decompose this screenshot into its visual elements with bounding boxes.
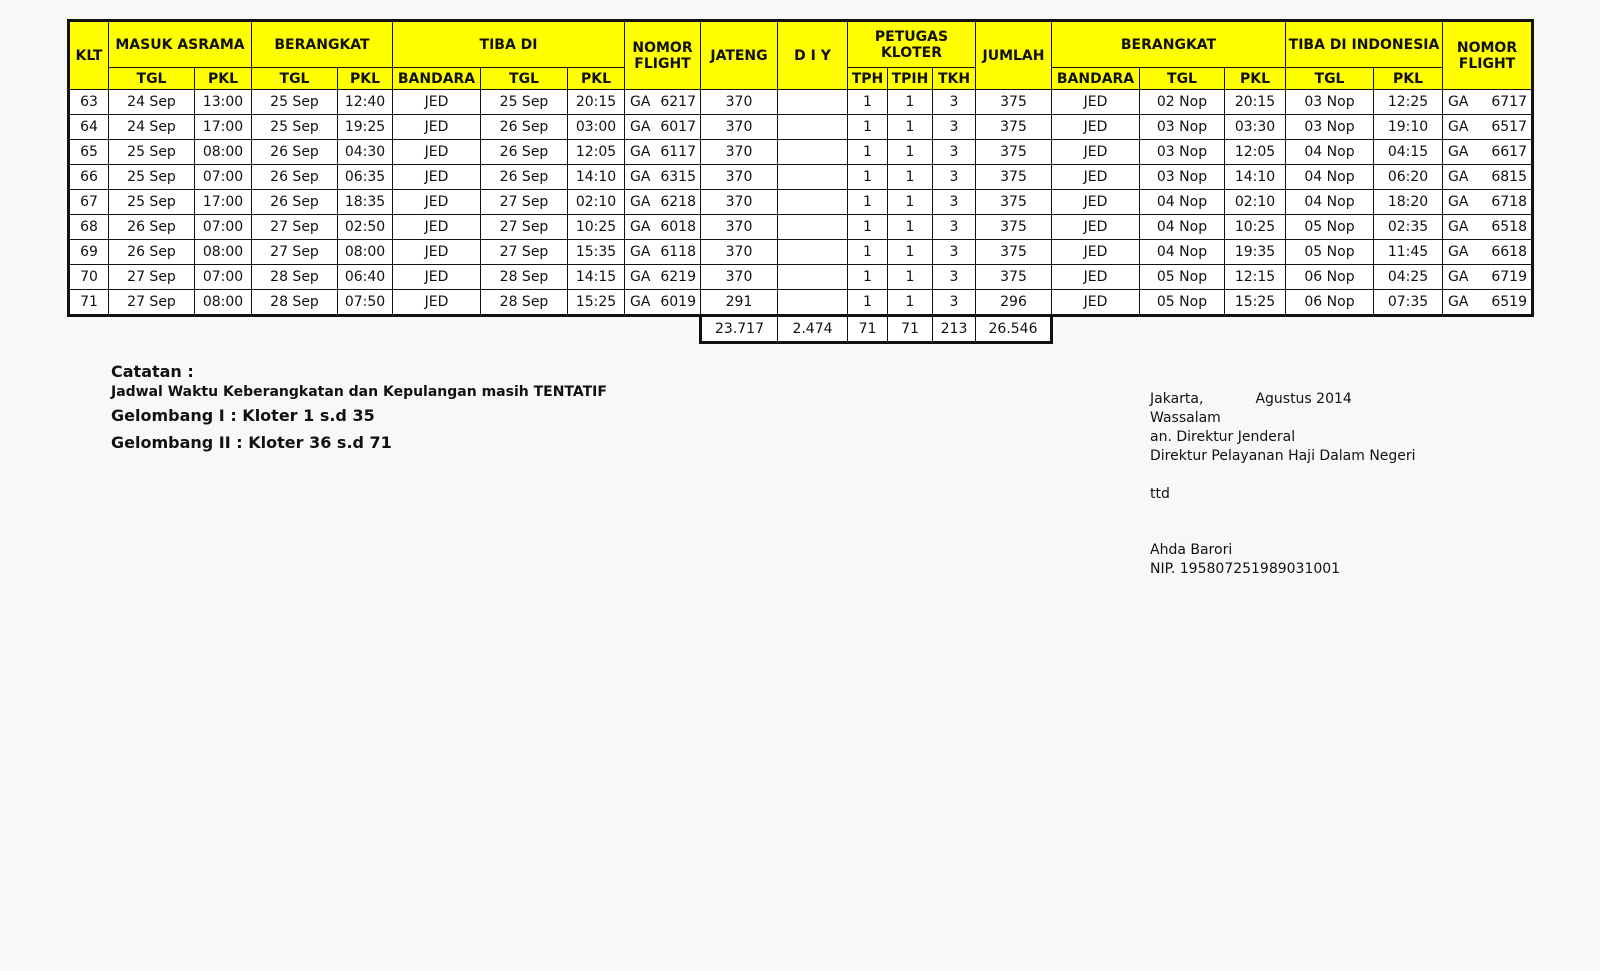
cell-tkh: 3 (933, 240, 976, 265)
subheader-pulang-tgl: TGL (1140, 68, 1225, 90)
cell-jumlah: 375 (976, 90, 1052, 115)
table-body (69, 90, 1533, 316)
flight-number: 6118 (660, 244, 696, 260)
cell-indonesia-tgl: 06 Nop (1286, 265, 1374, 290)
table-row (69, 115, 1533, 140)
cell-tiba-bandara: JED (393, 265, 481, 290)
cell-tph: 1 (848, 215, 888, 240)
flight-number: 6617 (1491, 144, 1527, 160)
cell-tiba-pkl: 03:00 (568, 115, 625, 140)
cell-jumlah: 375 (976, 165, 1052, 190)
header-nomor-flight-pulang: NOMOR FLIGHT (1443, 21, 1533, 90)
cell-tiba-bandara: JED (393, 190, 481, 215)
cell-nomor-flight-pulang (1443, 90, 1533, 115)
cell-klt: 65 (69, 140, 109, 165)
cell-tiba-tgl: 27 Sep (481, 190, 568, 215)
cell-pulang-tgl: 04 Nop (1140, 190, 1225, 215)
cell-tkh: 3 (933, 290, 976, 316)
cell-nomor-flight-pulang (1443, 165, 1533, 190)
flight-number: 6217 (660, 94, 696, 110)
cell-asrama-tgl: 26 Sep (109, 215, 195, 240)
cell-tiba-bandara: JED (393, 215, 481, 240)
cell-tkh: 3 (933, 190, 976, 215)
header-masuk-asrama: MASUK ASRAMA (109, 21, 252, 68)
cell-asrama-pkl: 08:00 (195, 240, 252, 265)
cell-tiba-pkl: 02:10 (568, 190, 625, 215)
cell-indonesia-pkl: 04:15 (1374, 140, 1443, 165)
cell-tph: 1 (848, 165, 888, 190)
flight-number: 6717 (1491, 94, 1527, 110)
cell-berangkat-pkl: 04:30 (338, 140, 393, 165)
cell-pulang-pkl: 14:10 (1225, 165, 1286, 190)
cell-asrama-tgl: 24 Sep (109, 115, 195, 140)
cell-tiba-bandara: JED (393, 140, 481, 165)
cell-asrama-tgl: 27 Sep (109, 290, 195, 316)
table-row (69, 265, 1533, 290)
cell-klt: 67 (69, 190, 109, 215)
cell-berangkat-tgl: 28 Sep (252, 265, 338, 290)
cell-asrama-pkl: 07:00 (195, 265, 252, 290)
cell-berangkat-pkl: 18:35 (338, 190, 393, 215)
cell-pulang-tgl: 04 Nop (1140, 215, 1225, 240)
cell-klt: 69 (69, 240, 109, 265)
cell-nomor-flight (625, 90, 701, 115)
cell-nomor-flight-pulang (1443, 290, 1533, 316)
cell-diy (778, 240, 848, 265)
cell-asrama-pkl: 13:00 (195, 90, 252, 115)
flight-number: 6315 (660, 169, 696, 185)
cell-nomor-flight-pulang (1443, 240, 1533, 265)
subheader-tkh: TKH (933, 68, 976, 90)
cell-berangkat-pkl: 06:35 (338, 165, 393, 190)
cell-berangkat-pkl: 12:40 (338, 90, 393, 115)
table-row (69, 215, 1533, 240)
cell-nomor-flight (625, 190, 701, 215)
cell-tiba-tgl: 28 Sep (481, 290, 568, 316)
cell-nomor-flight-pulang (1443, 190, 1533, 215)
cell-indonesia-pkl: 11:45 (1374, 240, 1443, 265)
cell-tiba-bandara: JED (393, 165, 481, 190)
cell-tiba-tgl: 25 Sep (481, 90, 568, 115)
cell-jateng: 291 (701, 290, 778, 316)
cell-asrama-pkl: 17:00 (195, 115, 252, 140)
signature-city: Jakarta, (1150, 391, 1204, 407)
cell-nomor-flight-pulang (1443, 140, 1533, 165)
notes-line-gelombang-2: Gelombang II : Kloter 36 s.d 71 (111, 433, 392, 452)
subheader-berangkat-tgl: TGL (252, 68, 338, 90)
cell-jateng: 370 (701, 115, 778, 140)
cell-tpih: 1 (888, 90, 933, 115)
cell-jumlah: 296 (976, 290, 1052, 316)
signature-date-line (1150, 390, 1416, 409)
cell-tph: 1 (848, 90, 888, 115)
cell-tpih: 1 (888, 265, 933, 290)
cell-pulang-tgl: 03 Nop (1140, 115, 1225, 140)
schedule-table (67, 19, 1534, 344)
signature-block (1150, 390, 1416, 579)
flight-airline: GA (1448, 119, 1469, 135)
cell-tiba-tgl: 26 Sep (481, 115, 568, 140)
flight-number: 6718 (1491, 194, 1527, 210)
cell-jumlah: 375 (976, 115, 1052, 140)
cell-nomor-flight (625, 115, 701, 140)
cell-nomor-flight-pulang (1443, 215, 1533, 240)
header-jumlah: JUMLAH (976, 21, 1052, 90)
cell-klt: 68 (69, 215, 109, 240)
cell-asrama-tgl: 26 Sep (109, 240, 195, 265)
totals-row (69, 316, 1533, 343)
table-row (69, 190, 1533, 215)
cell-tph: 1 (848, 190, 888, 215)
notes-section (111, 362, 607, 456)
cell-tiba-tgl: 27 Sep (481, 240, 568, 265)
cell-indonesia-pkl: 04:25 (1374, 265, 1443, 290)
cell-indonesia-pkl: 19:10 (1374, 115, 1443, 140)
table-row (69, 165, 1533, 190)
totals-spacer-right (1052, 316, 1533, 343)
subheader-tpih: TPIH (888, 68, 933, 90)
flight-airline: GA (1448, 269, 1469, 285)
signature-ttd: ttd (1150, 486, 1170, 502)
subheader-indonesia-tgl: TGL (1286, 68, 1374, 90)
cell-pulang-bandara: JED (1052, 215, 1140, 240)
flight-number: 6519 (1491, 294, 1527, 310)
cell-tkh: 3 (933, 140, 976, 165)
cell-tiba-pkl: 14:15 (568, 265, 625, 290)
cell-asrama-pkl: 07:00 (195, 215, 252, 240)
header-tiba-di: TIBA DI (393, 21, 625, 68)
cell-nomor-flight (625, 290, 701, 316)
signature-greeting: Wassalam (1150, 410, 1221, 426)
flight-number: 6019 (660, 294, 696, 310)
flight-airline: GA (630, 294, 651, 310)
cell-pulang-tgl: 05 Nop (1140, 290, 1225, 316)
cell-pulang-bandara: JED (1052, 115, 1140, 140)
cell-tiba-pkl: 20:15 (568, 90, 625, 115)
table-row (69, 90, 1533, 115)
cell-tpih: 1 (888, 290, 933, 316)
cell-asrama-pkl: 08:00 (195, 140, 252, 165)
flight-airline: GA (1448, 219, 1469, 235)
cell-indonesia-tgl: 04 Nop (1286, 165, 1374, 190)
flight-airline: GA (630, 269, 651, 285)
signature-name: Ahda Barori (1150, 542, 1233, 558)
header-diy: D I Y (778, 21, 848, 90)
cell-jumlah: 375 (976, 265, 1052, 290)
signature-position: Direktur Pelayanan Haji Dalam Negeri (1150, 448, 1416, 464)
cell-berangkat-tgl: 27 Sep (252, 240, 338, 265)
cell-pulang-tgl: 04 Nop (1140, 240, 1225, 265)
notes-line-gelombang-1: Gelombang I : Kloter 1 s.d 35 (111, 406, 375, 425)
cell-asrama-tgl: 25 Sep (109, 190, 195, 215)
cell-asrama-tgl: 27 Sep (109, 265, 195, 290)
flight-airline: GA (1448, 169, 1469, 185)
total-jumlah: 26.546 (976, 316, 1052, 343)
cell-berangkat-pkl: 02:50 (338, 215, 393, 240)
cell-jateng: 370 (701, 190, 778, 215)
cell-pulang-pkl: 10:25 (1225, 215, 1286, 240)
cell-tph: 1 (848, 265, 888, 290)
cell-nomor-flight (625, 165, 701, 190)
cell-pulang-bandara: JED (1052, 265, 1140, 290)
cell-tpih: 1 (888, 140, 933, 165)
cell-berangkat-pkl: 19:25 (338, 115, 393, 140)
cell-tpih: 1 (888, 215, 933, 240)
cell-diy (778, 90, 848, 115)
cell-tiba-bandara: JED (393, 240, 481, 265)
flight-airline: GA (630, 119, 651, 135)
cell-indonesia-pkl: 07:35 (1374, 290, 1443, 316)
cell-nomor-flight-pulang (1443, 265, 1533, 290)
cell-pulang-pkl: 20:15 (1225, 90, 1286, 115)
subheader-indonesia-pkl: PKL (1374, 68, 1443, 90)
cell-tiba-tgl: 26 Sep (481, 165, 568, 190)
cell-klt: 63 (69, 90, 109, 115)
cell-tpih: 1 (888, 240, 933, 265)
total-tkh: 213 (933, 316, 976, 343)
cell-jateng: 370 (701, 265, 778, 290)
cell-jateng: 370 (701, 140, 778, 165)
subheader-pulang-bandara: BANDARA (1052, 68, 1140, 90)
table-row (69, 140, 1533, 165)
flight-number: 6117 (660, 144, 696, 160)
totals-spacer (69, 316, 701, 343)
header-nomor-flight: NOMOR FLIGHT (625, 21, 701, 90)
cell-tkh: 3 (933, 90, 976, 115)
cell-indonesia-tgl: 05 Nop (1286, 215, 1374, 240)
cell-tph: 1 (848, 140, 888, 165)
cell-diy (778, 215, 848, 240)
cell-pulang-pkl: 15:25 (1225, 290, 1286, 316)
flight-number: 6517 (1491, 119, 1527, 135)
cell-klt: 71 (69, 290, 109, 316)
cell-jateng: 370 (701, 90, 778, 115)
flight-airline: GA (630, 219, 651, 235)
cell-berangkat-tgl: 25 Sep (252, 90, 338, 115)
flight-number: 6618 (1491, 244, 1527, 260)
cell-berangkat-tgl: 27 Sep (252, 215, 338, 240)
cell-jumlah: 375 (976, 240, 1052, 265)
cell-indonesia-pkl: 12:25 (1374, 90, 1443, 115)
cell-klt: 64 (69, 115, 109, 140)
cell-tiba-pkl: 14:10 (568, 165, 625, 190)
cell-berangkat-tgl: 25 Sep (252, 115, 338, 140)
cell-asrama-pkl: 07:00 (195, 165, 252, 190)
total-jateng: 23.717 (701, 316, 778, 343)
flight-airline: GA (1448, 194, 1469, 210)
notes-line-tentatif: Jadwal Waktu Keberangkatan dan Kepulangan masih TENTATIF (111, 384, 607, 400)
cell-pulang-bandara: JED (1052, 240, 1140, 265)
header-klt: KLT (69, 21, 109, 90)
cell-indonesia-pkl: 18:20 (1374, 190, 1443, 215)
table-row (69, 290, 1533, 316)
signature-date: Agustus 2014 (1255, 391, 1352, 407)
cell-klt: 70 (69, 265, 109, 290)
cell-diy (778, 290, 848, 316)
cell-pulang-tgl: 03 Nop (1140, 165, 1225, 190)
cell-berangkat-tgl: 26 Sep (252, 190, 338, 215)
subheader-berangkat-pkl: PKL (338, 68, 393, 90)
cell-tiba-bandara: JED (393, 290, 481, 316)
cell-tpih: 1 (888, 190, 933, 215)
subheader-pulang-pkl: PKL (1225, 68, 1286, 90)
cell-pulang-bandara: JED (1052, 190, 1140, 215)
flight-airline: GA (630, 244, 651, 260)
table-header (69, 21, 1533, 90)
header-tiba-di-indonesia: TIBA DI INDONESIA (1286, 21, 1443, 68)
cell-jateng: 370 (701, 240, 778, 265)
subheader-tiba-tgl: TGL (481, 68, 568, 90)
cell-tiba-bandara: JED (393, 115, 481, 140)
cell-berangkat-pkl: 08:00 (338, 240, 393, 265)
cell-diy (778, 265, 848, 290)
cell-tiba-pkl: 15:35 (568, 240, 625, 265)
cell-tiba-tgl: 27 Sep (481, 215, 568, 240)
flight-number: 6219 (660, 269, 696, 285)
cell-berangkat-pkl: 06:40 (338, 265, 393, 290)
subheader-tiba-bandara: BANDARA (393, 68, 481, 90)
cell-diy (778, 190, 848, 215)
cell-tiba-pkl: 12:05 (568, 140, 625, 165)
cell-tkh: 3 (933, 215, 976, 240)
cell-berangkat-tgl: 26 Sep (252, 165, 338, 190)
cell-pulang-bandara: JED (1052, 90, 1140, 115)
flight-number: 6218 (660, 194, 696, 210)
cell-nomor-flight-pulang (1443, 115, 1533, 140)
cell-indonesia-pkl: 06:20 (1374, 165, 1443, 190)
header-berangkat-pulang: BERANGKAT (1052, 21, 1286, 68)
total-diy: 2.474 (778, 316, 848, 343)
cell-tiba-bandara: JED (393, 90, 481, 115)
cell-indonesia-pkl: 02:35 (1374, 215, 1443, 240)
cell-pulang-pkl: 03:30 (1225, 115, 1286, 140)
flight-number: 6017 (660, 119, 696, 135)
table-row (69, 240, 1533, 265)
cell-indonesia-tgl: 04 Nop (1286, 190, 1374, 215)
flight-airline: GA (1448, 294, 1469, 310)
cell-pulang-pkl: 19:35 (1225, 240, 1286, 265)
cell-indonesia-tgl: 05 Nop (1286, 240, 1374, 265)
cell-jumlah: 375 (976, 140, 1052, 165)
cell-jateng: 370 (701, 165, 778, 190)
total-tpih: 71 (888, 316, 933, 343)
flight-airline: GA (630, 169, 651, 185)
cell-asrama-pkl: 17:00 (195, 190, 252, 215)
cell-tkh: 3 (933, 165, 976, 190)
cell-tiba-pkl: 15:25 (568, 290, 625, 316)
cell-tiba-pkl: 10:25 (568, 215, 625, 240)
flight-airline: GA (1448, 144, 1469, 160)
cell-nomor-flight (625, 140, 701, 165)
subheader-tiba-pkl: PKL (568, 68, 625, 90)
cell-nomor-flight (625, 265, 701, 290)
cell-tph: 1 (848, 115, 888, 140)
cell-asrama-tgl: 24 Sep (109, 90, 195, 115)
signature-on-behalf: an. Direktur Jenderal (1150, 429, 1296, 445)
cell-pulang-pkl: 12:15 (1225, 265, 1286, 290)
cell-tkh: 3 (933, 265, 976, 290)
cell-tph: 1 (848, 240, 888, 265)
subheader-tph: TPH (848, 68, 888, 90)
cell-pulang-pkl: 12:05 (1225, 140, 1286, 165)
flight-number: 6518 (1491, 219, 1527, 235)
cell-tpih: 1 (888, 115, 933, 140)
flight-airline: GA (630, 94, 651, 110)
cell-tiba-tgl: 26 Sep (481, 140, 568, 165)
cell-tiba-tgl: 28 Sep (481, 265, 568, 290)
cell-indonesia-tgl: 06 Nop (1286, 290, 1374, 316)
cell-nomor-flight (625, 215, 701, 240)
cell-diy (778, 115, 848, 140)
cell-pulang-bandara: JED (1052, 140, 1140, 165)
header-jateng: JATENG (701, 21, 778, 90)
flight-number: 6815 (1491, 169, 1527, 185)
header-petugas-kloter: PETUGAS KLOTER (848, 21, 976, 68)
cell-diy (778, 165, 848, 190)
cell-jateng: 370 (701, 215, 778, 240)
flight-airline: GA (630, 144, 651, 160)
cell-tpih: 1 (888, 165, 933, 190)
cell-pulang-tgl: 05 Nop (1140, 265, 1225, 290)
subheader-asrama-tgl: TGL (109, 68, 195, 90)
cell-indonesia-tgl: 03 Nop (1286, 115, 1374, 140)
total-tph: 71 (848, 316, 888, 343)
flight-airline: GA (630, 194, 651, 210)
cell-pulang-tgl: 03 Nop (1140, 140, 1225, 165)
cell-berangkat-tgl: 28 Sep (252, 290, 338, 316)
cell-pulang-bandara: JED (1052, 165, 1140, 190)
flight-number: 6719 (1491, 269, 1527, 285)
flight-airline: GA (1448, 94, 1469, 110)
cell-pulang-pkl: 02:10 (1225, 190, 1286, 215)
cell-klt: 66 (69, 165, 109, 190)
cell-diy (778, 140, 848, 165)
flight-number: 6018 (660, 219, 696, 235)
cell-indonesia-tgl: 03 Nop (1286, 90, 1374, 115)
cell-asrama-pkl: 08:00 (195, 290, 252, 316)
cell-berangkat-pkl: 07:50 (338, 290, 393, 316)
cell-jumlah: 375 (976, 215, 1052, 240)
cell-pulang-tgl: 02 Nop (1140, 90, 1225, 115)
cell-berangkat-tgl: 26 Sep (252, 140, 338, 165)
cell-tph: 1 (848, 290, 888, 316)
notes-title: Catatan : (111, 362, 194, 381)
flight-airline: GA (1448, 244, 1469, 260)
cell-asrama-tgl: 25 Sep (109, 140, 195, 165)
cell-jumlah: 375 (976, 190, 1052, 215)
cell-indonesia-tgl: 04 Nop (1286, 140, 1374, 165)
cell-asrama-tgl: 25 Sep (109, 165, 195, 190)
cell-pulang-bandara: JED (1052, 290, 1140, 316)
signature-nip: NIP. 195807251989031001 (1150, 561, 1341, 577)
cell-tkh: 3 (933, 115, 976, 140)
subheader-asrama-pkl: PKL (195, 68, 252, 90)
cell-nomor-flight (625, 240, 701, 265)
header-berangkat: BERANGKAT (252, 21, 393, 68)
